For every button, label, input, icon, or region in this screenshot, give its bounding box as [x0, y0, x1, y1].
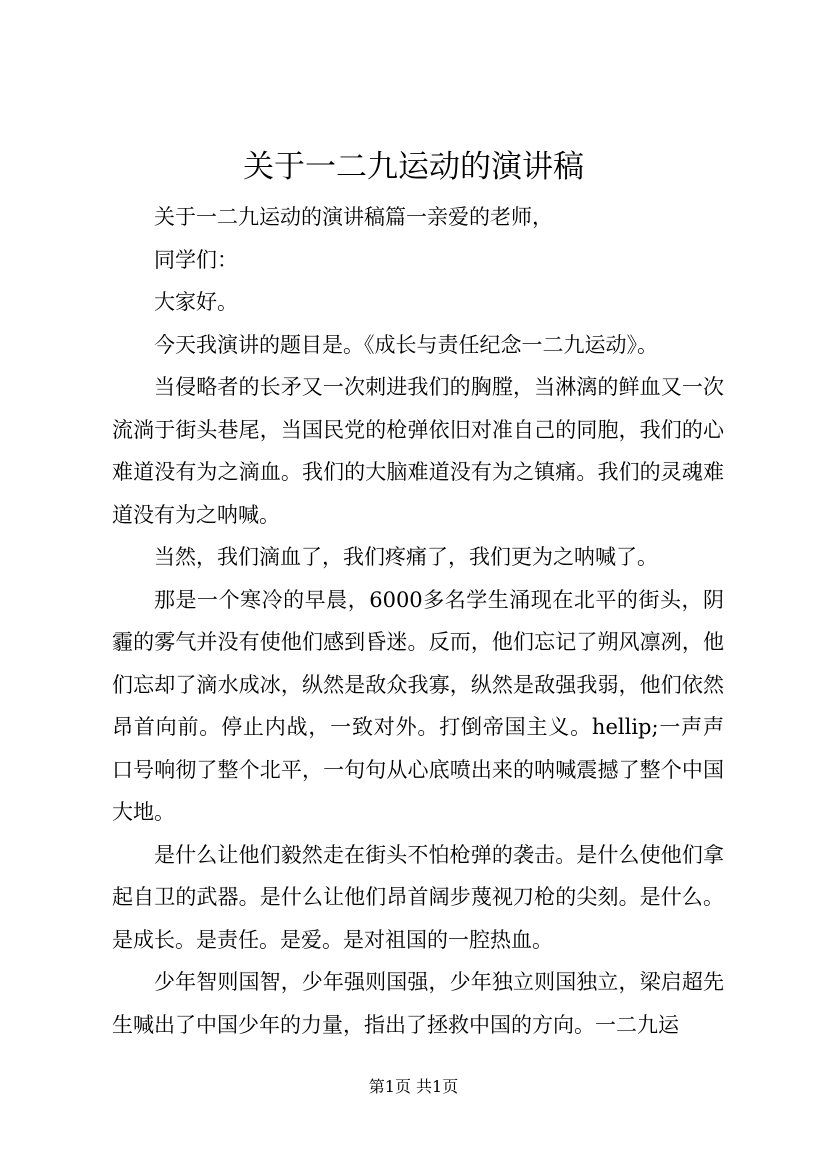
document-body — [112, 196, 724, 1046]
paragraph-invasion: 当侵略者的长矛又一次刺进我们的胸膛，当淋漓的鲜血又一次流淌于街头巷尾，当国民党的枪弹依旧对准自己的同胞，我们的心难道没有为之滴血。我们的大脑难道没有为之镇痛。我们的灵魂难道没有为之呐喊。 — [112, 375, 724, 527]
paragraph-question: 是什么让他们毅然走在街头不怕枪弹的袭击。是什么使他们拿起自卫的武器。是什么让他们昂首阔步蔑视刀枪的尖刻。是什么。是成长。是责任。是爱。是对祖国的一腔热血。 — [112, 842, 724, 952]
page-footer: 第1页 共1页 — [368, 1077, 459, 1096]
paragraph-greeting: 大家好。 — [154, 290, 238, 314]
paragraph-response: 当然，我们滴血了，我们疼痛了，我们更为之呐喊了。 — [154, 545, 658, 569]
paragraph-morning: 那是一个寒冷的早晨，6000多名学生涌现在北平的街头，阴霾的雾气并没有使他们感到昏迷。反而，他们忘记了朔风凛冽，他们忘却了滴水成冰，纵然是敌众我寡，纵然是敌强我弱，他们依然昂首向前。停止内战，一致对外。打倒帝国主义。hellip;一声声口号响彻了整个北平，一句句从心底喷出来的呐喊震撼了整个中国大地。 — [112, 587, 724, 824]
paragraph-classmates: 同学们： — [154, 247, 238, 272]
paragraph-salutation: 关于一二九运动的演讲稿篇一亲爱的老师， — [154, 205, 553, 229]
document-title: 关于一二九运动的演讲稿 — [243, 149, 584, 185]
paragraph-topic: 今天我演讲的题目是。《成长与责任纪念一二九运动》。 — [154, 332, 658, 357]
paragraph-youth: 少年智则国智，少年强则国强，少年独立则国独立，梁启超先生喊出了中国少年的力量，指出了拯救中国的方向。一二九运 — [112, 970, 724, 1037]
